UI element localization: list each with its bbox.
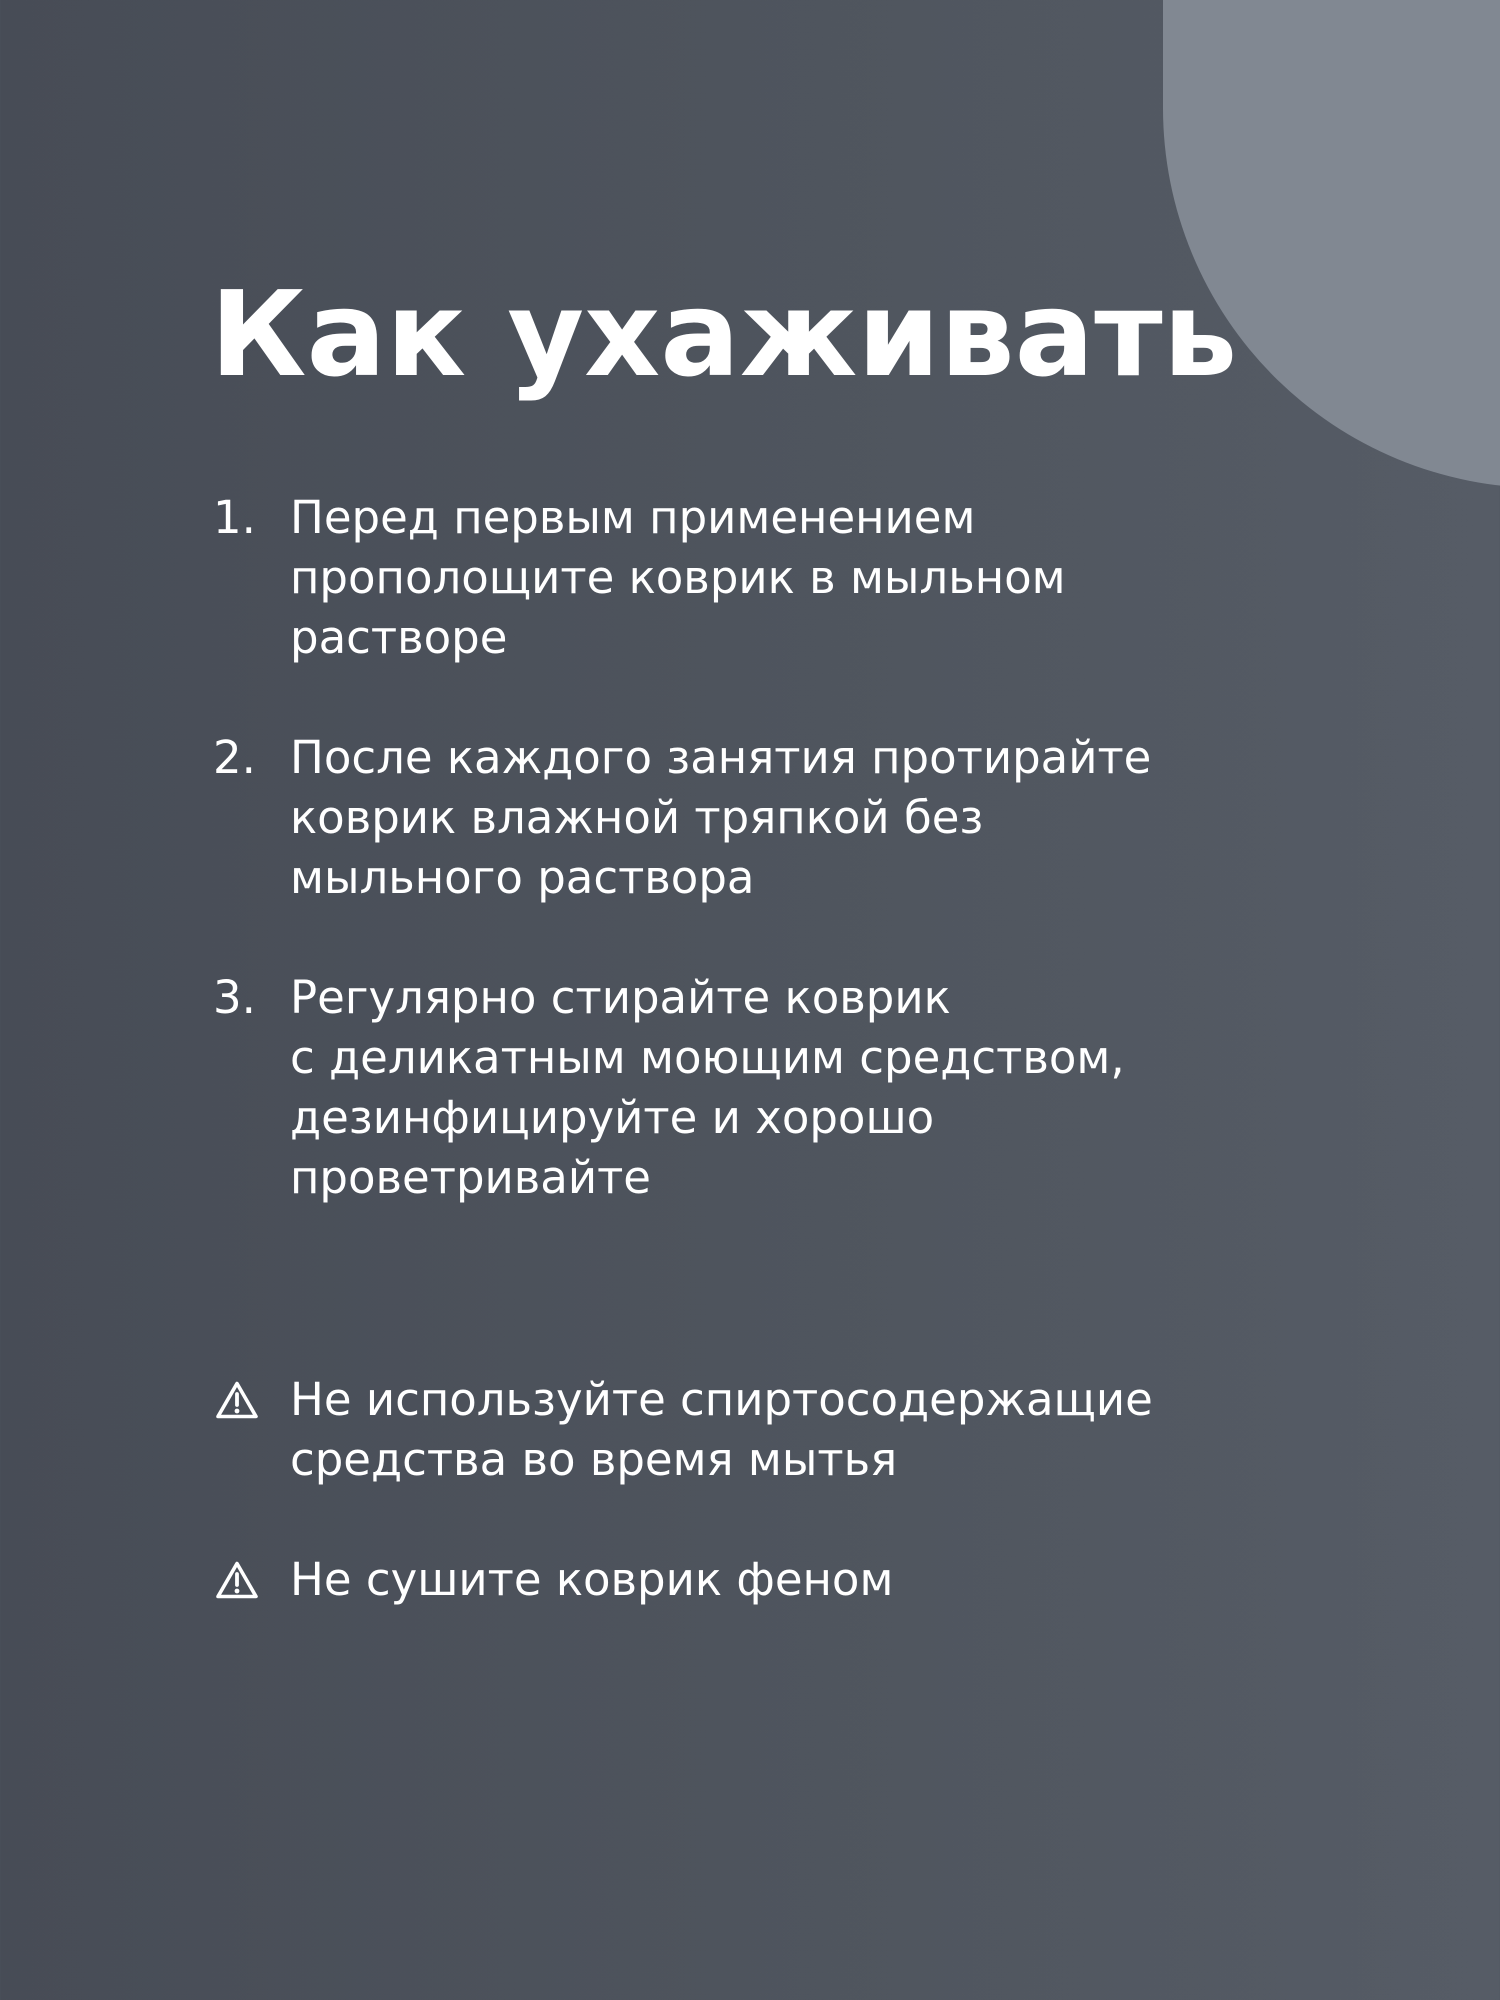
step-line: мыльного раствора [290,851,755,904]
warning-text [290,1370,1413,1490]
warning-text [290,1550,1413,1610]
step-line: дезинфицируйте и хорошо [290,1091,935,1144]
step-line: Перед первым применением [290,491,976,544]
care-steps-list [213,488,1363,1268]
care-step-3 [213,968,1363,1208]
corner-decoration [1163,0,1500,488]
warning-icon [215,1380,259,1420]
step-line: с деликатным моющим средством, [290,1031,1125,1084]
care-step-2 [213,728,1363,908]
warning-1 [213,1370,1413,1490]
step-line: коврик влажной тряпкой без [290,791,984,844]
step-line: растворе [290,611,508,664]
step-text [290,728,1363,908]
step-text [290,968,1363,1208]
step-line: После каждого занятия протирайте [290,731,1152,784]
step-text [290,488,1363,668]
warning-line: средства во время мытья [290,1433,898,1486]
care-step-1 [213,488,1363,668]
step-number: 3. [213,971,256,1024]
step-line: Регулярно стирайте коврик [290,971,951,1024]
step-number: 2. [213,731,256,784]
warning-line: Не используйте спиртосодержащие [290,1373,1153,1426]
step-line: проветривайте [290,1151,651,1204]
page-title: Как ухаживать [210,265,1238,403]
warning-icon [215,1560,259,1600]
step-number: 1. [213,491,256,544]
warnings-list [213,1370,1413,1670]
step-line: прополощите коврик в мыльном [290,551,1066,604]
warning-line: Не сушите коврик феном [290,1553,894,1606]
warning-2 [213,1550,1413,1610]
